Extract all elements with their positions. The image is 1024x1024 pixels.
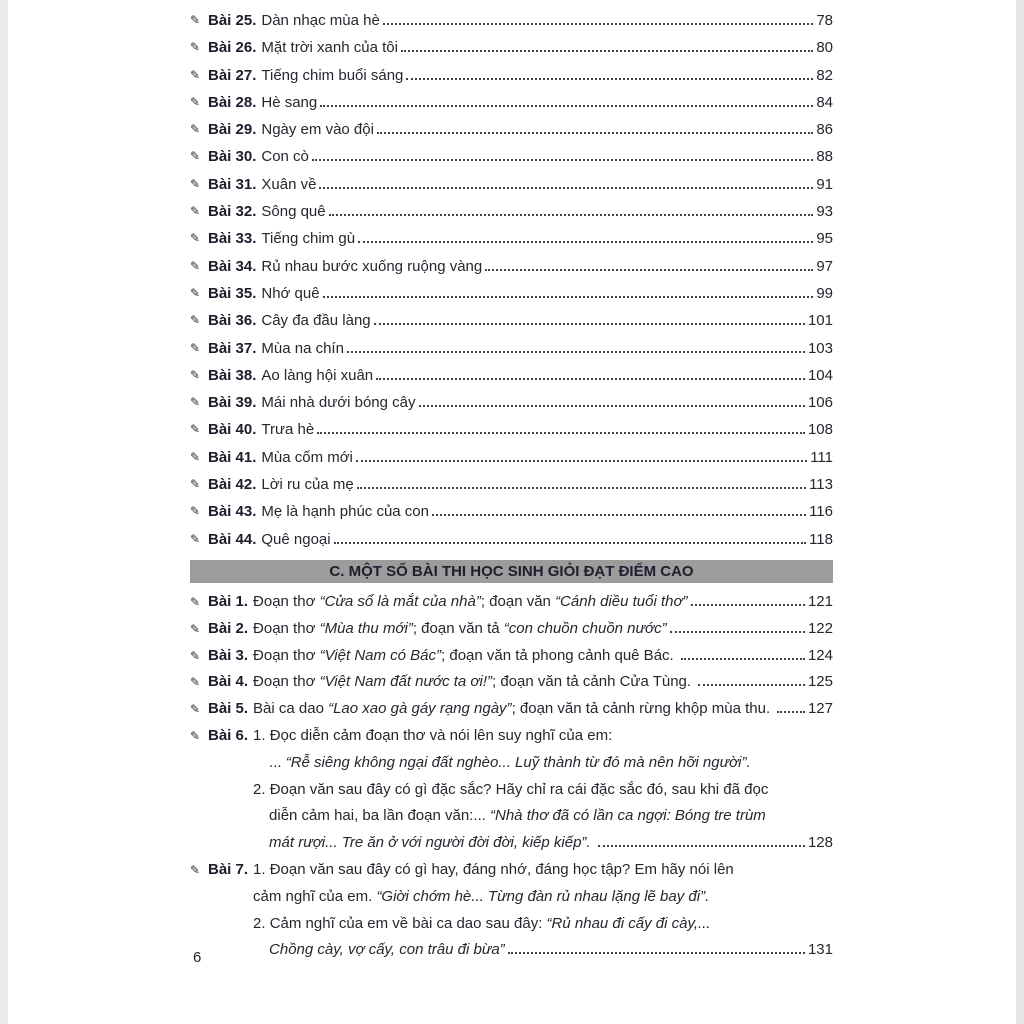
dot-leader	[377, 132, 813, 134]
pencil-icon: ✎	[190, 477, 201, 492]
pencil-icon: ✎	[190, 231, 201, 246]
entry-text: Xuân về	[261, 175, 317, 193]
entry-page-number: 82	[816, 66, 833, 84]
entry-line	[261, 116, 833, 143]
toc-section-b	[190, 7, 833, 553]
entry-text: Tiếng chim buổi sáng	[261, 66, 404, 84]
entry-text: 1. Đọc diễn cảm đoạn thơ và nói lên suy nghĩ của em:	[253, 726, 613, 744]
entry-text: Quê ngoại	[261, 530, 331, 548]
entry-text-italic: Chồng cày, vợ cấy, con trâu đi bừa”	[269, 941, 505, 959]
toc-entry	[190, 669, 833, 696]
entry-body	[253, 616, 833, 643]
entry-page-number: 125	[807, 673, 833, 691]
entry-line	[253, 937, 833, 964]
entry-label: Bài 30.	[208, 148, 257, 166]
dot-leader	[356, 460, 807, 462]
entry-text: Dàn nhạc mùa hè	[261, 12, 380, 29]
entry-text-italic: mát rượi... Tre ăn ở với người đời đời, kiếp kiếp”.	[269, 834, 595, 852]
toc-entry	[190, 616, 833, 643]
entry-line	[261, 171, 833, 198]
entry-line	[261, 335, 833, 362]
entry-page-number: 122	[807, 619, 833, 637]
entry-text-italic: “Việt Nam đất nước ta ơi!”	[319, 673, 492, 691]
entry-text: Trưa hè	[261, 421, 315, 439]
entry-label: Bài 43.	[208, 503, 257, 521]
entry-line	[261, 526, 833, 553]
dot-leader	[376, 378, 805, 380]
dot-leader	[320, 105, 813, 107]
entry-body	[253, 857, 833, 964]
entry-label: Bài 5.	[208, 700, 249, 718]
entry-body	[261, 416, 833, 443]
entry-label: Bài 42.	[208, 476, 257, 494]
entry-page-number: 127	[807, 700, 833, 718]
entry-label: Bài 25.	[208, 12, 257, 29]
entry-label: Bài 28.	[208, 93, 257, 111]
entry-text: ; đoạn văn tả phong cảnh quê Bác.	[441, 646, 678, 664]
entry-label: Bài 34.	[208, 257, 257, 275]
entry-body	[261, 335, 833, 362]
entry-text: Đoạn thơ	[253, 592, 320, 610]
entry-page-number: 95	[816, 230, 833, 248]
entry-text: Ao làng hội xuân	[261, 366, 374, 384]
entry-page-number: 103	[807, 339, 833, 357]
entry-line	[261, 280, 833, 307]
entry-text: Hè sang	[261, 93, 318, 111]
toc-section-c	[190, 589, 833, 964]
entry-text-italic: “Lao xao gà gáy rạng ngày”	[328, 700, 512, 718]
toc-entry	[190, 34, 833, 61]
entry-label: Bài 35.	[208, 284, 257, 302]
entry-page-number: 91	[816, 175, 833, 193]
page-right-edge	[1016, 0, 1024, 1024]
pencil-icon: ✎	[190, 204, 201, 219]
entry-line	[261, 498, 833, 525]
dot-leader	[691, 604, 805, 606]
entry-body	[261, 7, 833, 34]
entry-page-number: 88	[816, 148, 833, 166]
entry-body	[261, 34, 833, 61]
toc-entry	[190, 857, 833, 964]
dot-leader	[777, 711, 805, 713]
entry-label: Bài 3.	[208, 646, 249, 664]
entry-line	[261, 416, 833, 443]
dot-leader	[374, 323, 805, 325]
entry-text-italic: “con chuồn chuồn nước”	[503, 619, 667, 637]
entry-body	[261, 389, 833, 416]
entry-line	[261, 307, 833, 334]
entry-page-number: 104	[807, 366, 833, 384]
dot-leader	[698, 684, 805, 686]
entry-text: Mùa na chín	[261, 339, 344, 357]
entry-body	[261, 253, 833, 280]
pencil-icon: ✎	[190, 313, 201, 328]
entry-text: Đoạn thơ	[253, 619, 320, 637]
pencil-icon: ✎	[190, 395, 201, 410]
entry-page-number: 118	[809, 530, 833, 548]
entry-text-italic: “Rễ siêng không ngại đất nghèo... Luỹ thành từ đó mà nên hỡi người”.	[285, 753, 751, 771]
dot-leader	[312, 159, 813, 161]
toc-entry	[190, 444, 833, 471]
entry-label: Bài 33.	[208, 230, 257, 248]
pencil-icon: ✎	[190, 531, 201, 546]
entry-text: Cây đa đầu làng	[261, 312, 371, 330]
entry-text: ; đoạn văn tả cảnh rừng khộp mùa thu.	[511, 700, 775, 718]
dot-leader	[485, 269, 813, 271]
entry-page-number: 113	[809, 476, 833, 494]
dot-leader	[358, 241, 813, 243]
entry-body	[261, 526, 833, 553]
entry-body	[261, 471, 833, 498]
dot-leader	[419, 405, 805, 407]
toc-entry	[190, 143, 833, 170]
pencil-icon: ✎	[190, 648, 201, 663]
entry-body	[261, 143, 833, 170]
entry-page-number: 101	[807, 312, 833, 330]
entry-page-number: 108	[807, 421, 833, 439]
entry-label: Bài 41.	[208, 448, 257, 466]
entry-line	[261, 389, 833, 416]
entry-body	[261, 280, 833, 307]
entry-line	[261, 7, 833, 34]
dot-leader	[598, 845, 805, 847]
toc-entry	[190, 389, 833, 416]
entry-line	[261, 253, 833, 280]
entry-line	[261, 225, 833, 252]
entry-line	[253, 777, 833, 804]
toc-entry	[190, 471, 833, 498]
entry-line	[253, 723, 833, 750]
entry-body	[261, 62, 833, 89]
toc-entry	[190, 416, 833, 443]
entry-line	[253, 750, 833, 777]
entry-label: Bài 4.	[208, 673, 249, 691]
dot-leader	[357, 487, 806, 489]
entry-line	[261, 471, 833, 498]
entry-line	[261, 143, 833, 170]
entry-page-number: 106	[807, 394, 833, 412]
pencil-icon: ✎	[190, 594, 201, 609]
entry-text-italic: “Cửa sổ là mắt của nhà”	[319, 592, 481, 610]
toc-entry	[190, 253, 833, 280]
pencil-icon: ✎	[190, 675, 201, 690]
toc-entry	[190, 280, 833, 307]
dot-leader	[406, 78, 813, 80]
toc-entry	[190, 89, 833, 116]
entry-page-number: 78	[816, 12, 833, 29]
toc-entry	[190, 62, 833, 89]
entry-body	[261, 89, 833, 116]
entry-text: diễn cảm hai, ba lần đoạn văn:...	[269, 807, 491, 825]
pencil-icon: ✎	[190, 149, 201, 164]
entry-page-number: 86	[816, 121, 833, 139]
entry-label: Bài 40.	[208, 421, 257, 439]
pencil-icon: ✎	[190, 702, 201, 717]
entry-text-italic: “Mùa thu mới”	[319, 619, 413, 637]
section-c-header: C. MỘT SỐ BÀI THI HỌC SINH GIỎI ĐẠT ĐIỂM CAO	[190, 560, 833, 583]
entry-label: Bài 31.	[208, 175, 257, 193]
entry-label: Bài 38.	[208, 366, 257, 384]
entry-body	[261, 498, 833, 525]
entry-text: Bài ca dao	[253, 700, 329, 718]
entry-page-number: 84	[816, 93, 833, 111]
entry-text-italic: “Cánh diều tuổi thơ”	[555, 592, 688, 610]
entry-page-number: 124	[807, 646, 833, 664]
entry-body	[253, 643, 833, 670]
dot-leader	[329, 214, 814, 216]
page-number: 6	[193, 949, 202, 966]
entry-label: Bài 26.	[208, 39, 257, 57]
entry-line	[253, 857, 833, 884]
entry-body	[261, 307, 833, 334]
entry-label: Bài 6.	[208, 726, 249, 744]
entry-label: Bài 37.	[208, 339, 257, 357]
entry-text-italic: “Nhà thơ đã có lần ca ngợi: Bóng tre trùm	[490, 807, 766, 825]
entry-text: Con cò	[261, 148, 309, 166]
entry-line	[253, 669, 833, 696]
entry-text: Mặt trời xanh của tôi	[261, 39, 398, 57]
entry-text: Ngày em vào đội	[261, 121, 374, 139]
entry-line	[253, 589, 833, 616]
pencil-icon: ✎	[190, 728, 201, 743]
entry-line	[253, 911, 833, 938]
entry-line	[253, 643, 833, 670]
entry-line	[253, 884, 833, 911]
entry-text: Lời ru của mẹ	[261, 476, 354, 494]
dot-leader	[401, 50, 813, 52]
dot-leader	[334, 542, 806, 544]
entry-page-number: 97	[816, 257, 833, 275]
entry-text: 2. Cảm nghĩ của em về bài ca dao sau đây:	[253, 914, 547, 932]
dot-leader	[319, 187, 813, 189]
entry-text: Đoạn thơ	[253, 673, 320, 691]
page-left-edge	[0, 0, 8, 1024]
entry-text: Nhớ quê	[261, 284, 320, 302]
entry-text: ; đoạn văn	[480, 592, 556, 610]
dot-leader	[323, 296, 814, 298]
entry-page-number: 99	[816, 284, 833, 302]
pencil-icon: ✎	[190, 67, 201, 82]
toc-entry	[190, 723, 833, 857]
entry-text: Mùa cốm mới	[261, 448, 353, 466]
pencil-icon: ✎	[190, 13, 201, 27]
entry-page-number: 128	[807, 834, 833, 852]
entry-text: Mẹ là hạnh phúc của con	[261, 503, 429, 521]
entry-text: cảm nghĩ của em.	[253, 887, 377, 905]
entry-body	[261, 444, 833, 471]
entry-text: ; đoạn văn tả	[412, 619, 504, 637]
entry-label: Bài 1.	[208, 592, 249, 610]
entry-line	[253, 830, 833, 857]
entry-text: Tiếng chim gù	[261, 230, 356, 248]
entry-label: Bài 27.	[208, 66, 257, 84]
toc-entry	[190, 498, 833, 525]
pencil-icon: ✎	[190, 176, 201, 191]
dot-leader	[681, 658, 805, 660]
entry-line	[261, 362, 833, 389]
toc-entry	[190, 7, 833, 34]
entry-text-italic: “Việt Nam có Bác”	[319, 646, 442, 664]
entry-body	[261, 198, 833, 225]
entry-label: Bài 7.	[208, 860, 249, 878]
pencil-icon: ✎	[190, 40, 201, 55]
toc-entry	[190, 171, 833, 198]
pencil-icon: ✎	[190, 122, 201, 137]
entry-line	[253, 803, 833, 830]
entry-body	[261, 171, 833, 198]
entry-text: 1. Đoạn văn sau đây có gì hay, đáng nhớ, đáng học tập? Em hãy nói lên	[253, 860, 734, 878]
pencil-icon: ✎	[190, 504, 201, 519]
entry-line	[261, 444, 833, 471]
entry-text: ; đoạn văn tả cảnh Cửa Tùng.	[492, 673, 696, 691]
entry-body	[261, 225, 833, 252]
entry-page-number: 80	[816, 39, 833, 57]
pencil-icon: ✎	[190, 862, 201, 877]
entry-page-number: 116	[809, 503, 833, 521]
pencil-icon: ✎	[190, 258, 201, 273]
entry-text: ...	[269, 753, 286, 771]
entry-label: Bài 2.	[208, 619, 249, 637]
dot-leader	[383, 23, 814, 25]
entry-text: Sông quê	[261, 203, 326, 221]
pencil-icon: ✎	[190, 285, 201, 300]
entry-text: 2. Đoạn văn sau đây có gì đặc sắc? Hãy chỉ ra cái đặc sắc đó, sau khi đã đọc	[253, 780, 769, 798]
entry-line	[261, 34, 833, 61]
entry-text: Rủ nhau bước xuống ruộng vàng	[261, 257, 483, 275]
toc-entry	[190, 643, 833, 670]
toc-entry	[190, 362, 833, 389]
entry-body	[253, 589, 833, 616]
entry-text: Đoạn thơ	[253, 646, 320, 664]
entry-body	[261, 362, 833, 389]
entry-page-number: 93	[816, 203, 833, 221]
entry-body	[261, 116, 833, 143]
pencil-icon: ✎	[190, 449, 201, 464]
entry-label: Bài 32.	[208, 203, 257, 221]
toc-entry	[190, 116, 833, 143]
toc-entry	[190, 526, 833, 553]
toc-entry	[190, 696, 833, 723]
entry-page-number: 111	[810, 448, 833, 466]
pencil-icon: ✎	[190, 94, 201, 109]
pencil-icon: ✎	[190, 367, 201, 382]
dot-leader	[432, 514, 806, 516]
entry-label: Bài 44.	[208, 530, 257, 548]
entry-line	[253, 616, 833, 643]
entry-label: Bài 36.	[208, 312, 257, 330]
entry-page-number: 131	[807, 941, 833, 959]
toc-entry	[190, 589, 833, 616]
entry-line	[261, 62, 833, 89]
entry-label: Bài 29.	[208, 121, 257, 139]
pencil-icon: ✎	[190, 422, 201, 437]
pencil-icon: ✎	[190, 621, 201, 636]
entry-text-italic: “Rủ nhau đi cấy đi cày,...	[546, 914, 711, 932]
entry-label: Bài 39.	[208, 394, 257, 412]
entry-page-number: 121	[807, 592, 833, 610]
toc-entry	[190, 225, 833, 252]
entry-line	[261, 89, 833, 116]
toc-entry	[190, 307, 833, 334]
entry-line	[253, 696, 833, 723]
dot-leader	[317, 432, 805, 434]
dot-leader	[347, 351, 805, 353]
dot-leader	[508, 952, 805, 954]
entry-body	[253, 696, 833, 723]
dot-leader	[670, 631, 805, 633]
toc-entry	[190, 198, 833, 225]
document-page	[190, 7, 833, 964]
entry-line	[261, 198, 833, 225]
toc-entry	[190, 335, 833, 362]
entry-text-italic: “Giời chớm hè... Từng đàn rủ nhau lặng lẽ bay đi”.	[376, 887, 710, 905]
entry-text: Mái nhà dưới bóng cây	[261, 394, 416, 412]
pencil-icon: ✎	[190, 340, 201, 355]
entry-body	[253, 723, 833, 857]
entry-body	[253, 669, 833, 696]
